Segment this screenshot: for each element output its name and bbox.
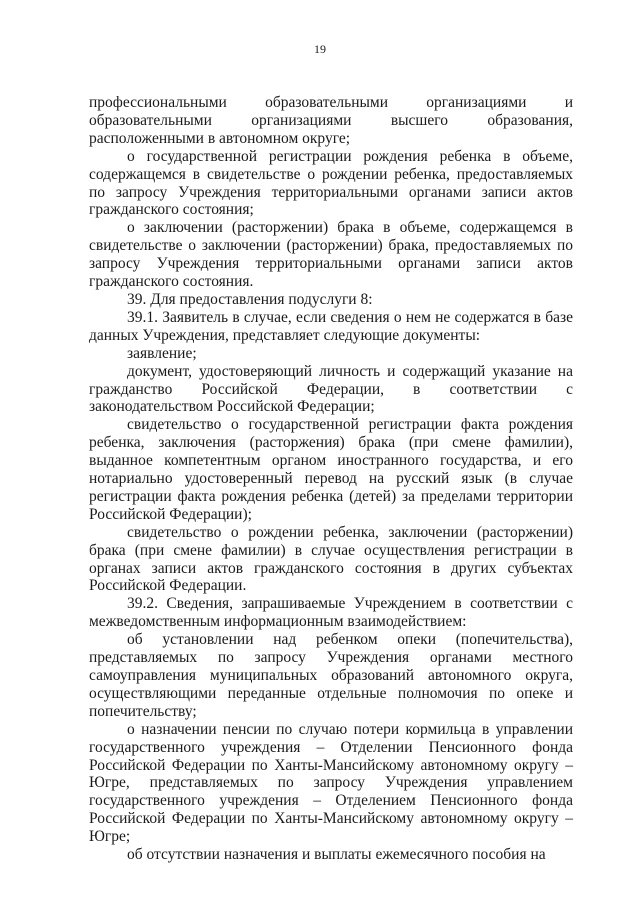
list-item: документ, удостоверяющий личность и содержащий указание на гражданство Российской Федерации, в соответствии с законодательством Российской Федерации; <box>89 362 573 416</box>
paragraph: о государственной регистрации рождения ребенка в объеме, содержащемся в свидетельстве о рождении ребенка, предоставляемых по запросу Учреждения территориальными органами записи актов гражданского состояния; <box>89 147 573 219</box>
section-heading: 39. Для предоставления подуслуги 8: <box>127 290 373 308</box>
document-body <box>89 94 573 864</box>
page-number: 19 <box>314 42 326 56</box>
list-item: об отсутствии назначения и выплаты ежемесячного пособия на <box>127 846 546 864</box>
list-item: заявление; <box>127 344 197 362</box>
paragraph: 39.1. Заявитель в случае, если сведения о нем не содержатся в базе данных Учреждения, представляет следующие документы: <box>89 308 573 344</box>
paragraph: о заключении (расторжении) брака в объеме, содержащемся в свидетельстве о заключении (расторжении) брака, предоставляемых по запросу Учреждения территориальными органами записи актов гражданского состояния. <box>89 219 573 291</box>
list-item: свидетельство о государственной регистрации факта рождения ребенка, заключения (расторжения) брака (при смене фамилии), выданное компетентным органом иностранного государства, и его нотариально удостоверенный перевод на русский язык (в случае регистрации факта рождения ребенка (детей) за пределами территории Российской Федерации); <box>89 416 573 523</box>
list-item: об установлении над ребенком опеки (попечительства), представляемых по запросу Учреждения органами местного самоуправления муниципальных образований автономного округа, осуществляющими переданные отдельные полномочия по опеке и попечительству; <box>89 631 573 720</box>
list-item: о назначении пенсии по случаю потери кормильца в управлении государственного учреждения – Отделении Пенсионного фонда Российской Федерации по Ханты-Мансийскому автономному округу – Югре, представляемых по запросу Учреждения управлением государственного учреждения – Отделением Пенсионного фонда Российской Федерации по Ханты-Мансийскому автономному округу – Югре; <box>89 720 573 846</box>
paragraph: 39.2. Сведения, запрашиваемые Учреждением в соответствии с межведомственным информационным взаимодействием: <box>89 595 573 631</box>
list-item: свидетельство о рождении ребенка, заключении (расторжении) брака (при смене фамилии) в случае осуществления регистрации в органах записи актов гражданского состояния в других субъектах Российской Федерации. <box>89 523 573 595</box>
paragraph-continuation: профессиональными образовательными организациями и образовательными организациями высшего образования, расположенными в автономном округе; <box>89 94 573 147</box>
